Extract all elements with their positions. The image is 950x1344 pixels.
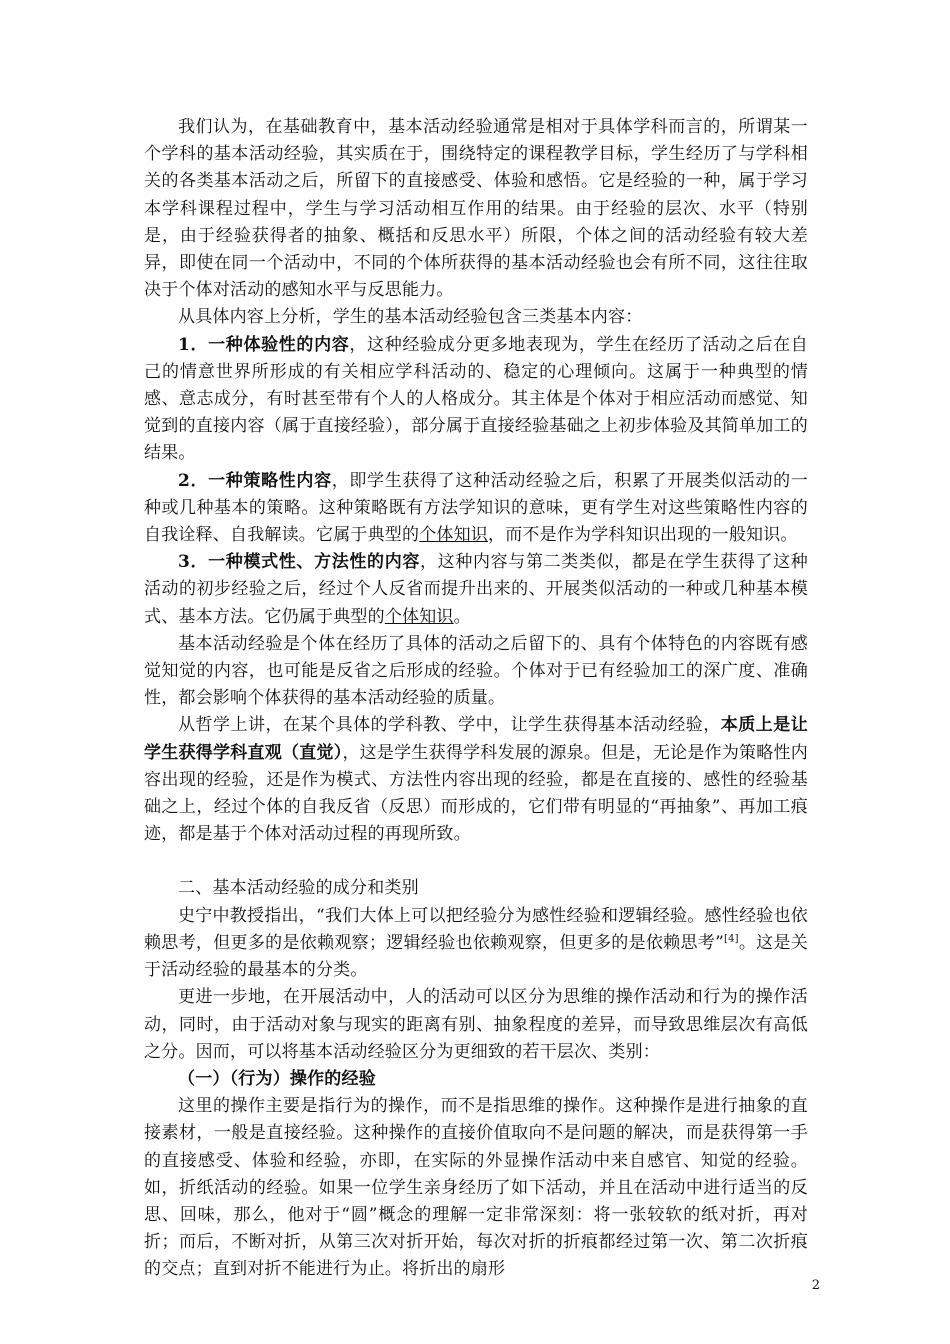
paragraph-9: 更进一步地，在开展活动中，人的活动可以区分为思维的操作活动和行为的操作活动，同时，由于活动对象与现实的距离有别、抽象程度的差异，而导致思维层次有高低之分。因而，可以将基本活动经验区分为更细致的若干层次、类别： (144, 987, 808, 1062)
individual-knowledge-link[interactable]: 个体知识 (384, 606, 454, 627)
paragraph-2: 从具体内容上分析，学生的基本活动经验包含三类基本内容： (178, 307, 643, 328)
paragraph-1: 我们认为，在基础教育中，基本活动经验通常是相对于具体学科而言的，所谓某一个学科的基本活动经验，其实质在于，围绕特定的课程教学目标，学生经历了与学科相关的各类基本活动之后，所留下的直接感受、体验和感悟。它是经验的一种，属于学习本学科课程过程中，学生与学习活动相互作用的结果。由于经验的层次、水平（特别是，由于经验获得者的抽象、概括和反思水平）所限，个体之间的活动经验有较大差异，即使在同一个活动中，不同的个体所获得的基本活动经验也会有所不同，这往往取决于个体对活动的感知水平与反思能力。 (144, 117, 808, 301)
philosophy-text-end: ，这是学生获得学科发展的源泉。但是，无论是作为策略性内容出现的经验，还是作为模式、方法性内容出现的经验，都是在直接的、感性的经验基础之上，经过个体的自我反省（反思）而形成的，它们带有明显的“再抽象”、再加工痕迹，都是基于个体对活动过程的再现所致。 (144, 742, 808, 845)
item-2-text: ，即学生获得了这种活动经验之后，积累了开展类似活动的一种或几种基本的策略。这种策略既有方法学知识的意味，更有学生对这些策略性内容的自我诠释、自我解读。它属于典型的 (144, 470, 808, 546)
item-3-text-end: 。 (453, 606, 471, 627)
item-2-text-end: ，而不是作为学科知识出现的一般知识。 (488, 525, 798, 546)
citation-ref[interactable]: [4] (724, 933, 739, 945)
paragraph-3 (144, 332, 808, 468)
individual-knowledge-link[interactable]: 个体知识 (419, 525, 489, 546)
subsection-heading: （一）（行为）操作的经验 (178, 1068, 376, 1089)
quote-text: 史宁中教授指出，“我们大体上可以把经验分为感性经验和逻辑经验。感性经验也依赖思考，但更多的是依赖观察；逻辑经验也依赖观察，但更多的是依赖思考” (144, 905, 808, 953)
body-text (144, 114, 808, 1284)
paragraph-10: 这里的操作主要是指行为的操作，而不是指思维的操作。这种操作是进行抽象的直接素材，一般是直接经验。这种操作的直接价值取向不是问题的解决，而是获得第一手的直接感受、体验和经验，亦即，在实际的外显操作活动中来自感官、知觉的经验。如，折纸活动的经验。如果一位学生亲身经历了如下活动，并且在活动中进行适当的反思、回味，那么，他对于“圆”概念的理解一定非常深刻：将一张较软的纸对折，再对折；而后，不断对折，从第三次对折开始，每次对折的折痕都经过第一次、第二次折痕的交点；直到对折不能进行为止。将折出的扇形 (144, 1096, 808, 1280)
item-1-heading: 1．一种体验性的内容 (178, 334, 350, 355)
item-1-text: ，这种经验成分更多地表现为，学生在经历了活动之后在自己的情意世界所形成的有关相应学科活动的、稳定的心理倾向。这属于一种典型的情感、意志成分，有时甚至带有个人的人格成分。其主体是个体对于相应活动而感觉、知觉到的直接内容（属于直接经验），部分属于直接经验基础之上初步体验及其简单加工的结果。 (144, 334, 808, 464)
item-3-heading: 3．一种模式性、方法性的内容 (178, 552, 421, 573)
section-heading: 二、基本活动经验的成分和类别 (178, 878, 419, 899)
section-gap (144, 848, 808, 875)
philosophy-emphasis: 本质上是让学生获得学科直观（直觉） (144, 715, 808, 763)
item-2-heading: 2．一种策略性内容 (178, 470, 332, 491)
paragraph-8 (144, 903, 808, 985)
paragraph-5 (144, 549, 808, 631)
item-3-text: ，这种内容与第二类类似，都是在学生获得了这种活动的初步经验之后，经过个人反省而提升出来的、开展类似活动的一种或几种基本模式、基本方法。它仍属于典型的 (144, 552, 808, 627)
paragraph-6: 基本活动经验是个体在经历了具体的活动之后留下的、具有个体特色的内容既有感觉知觉的内容，也可能是反省之后形成的经验。个体对于已有经验加工的深广度、准确性，都会影响个体获得的基本活动经验的质量。 (144, 633, 808, 709)
quote-text-end: 。这是关于活动经验的最基本的分类。 (144, 932, 808, 981)
philosophy-text: 从哲学上讲，在某个具体的学科教、学中，让学生获得基本活动经验， (178, 715, 721, 736)
paragraph-7 (144, 712, 808, 848)
page-number: 2 (811, 1278, 820, 1293)
paragraph-4 (144, 468, 808, 550)
